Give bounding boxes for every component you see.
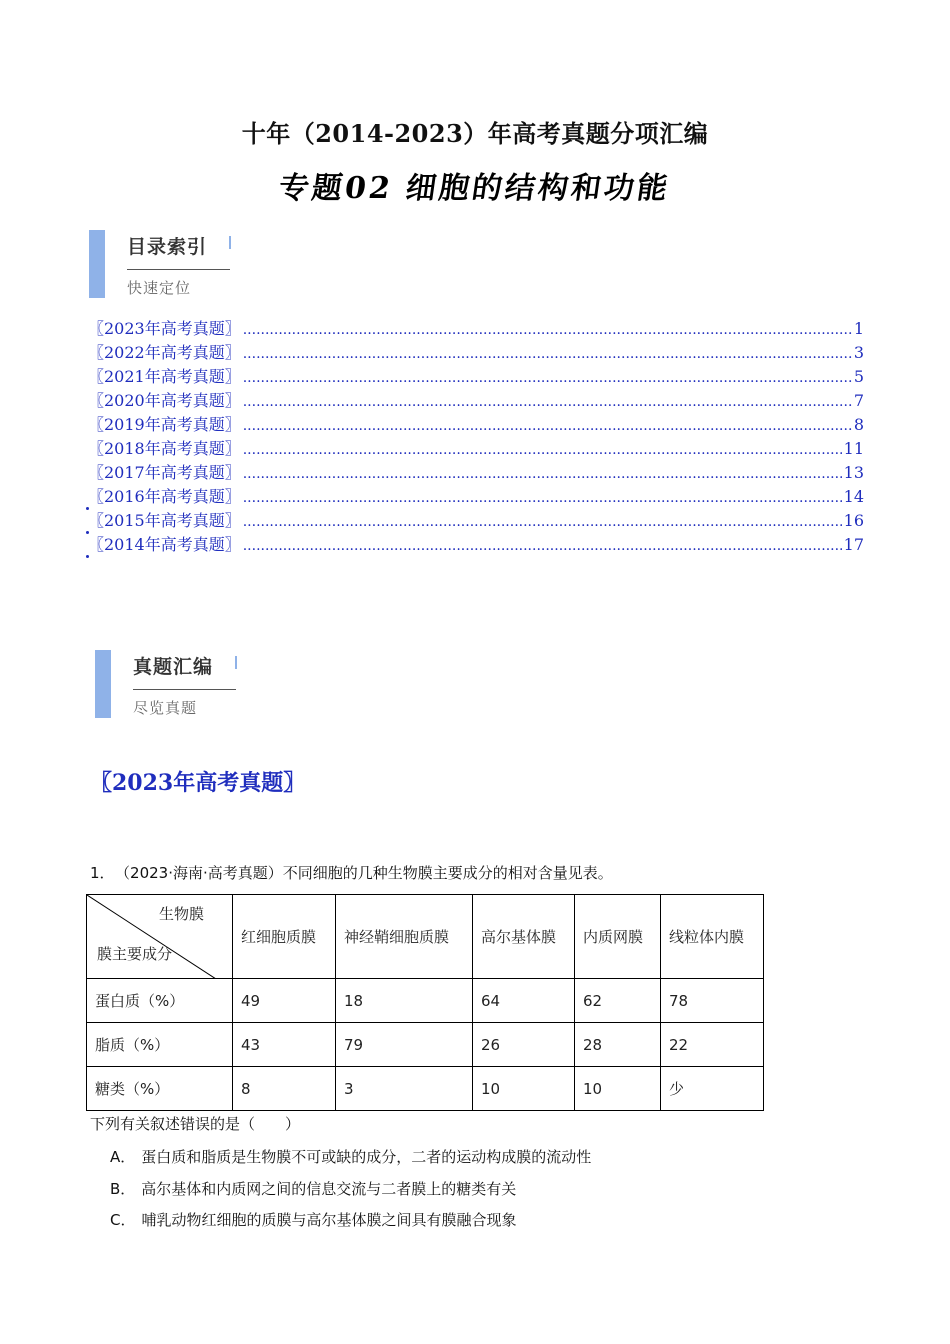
toc-marker: [86, 555, 89, 558]
document-title: 十年（2014-2023）年高考真题分项汇编: [241, 119, 709, 148]
column-header: 内质网膜: [575, 895, 661, 979]
table-row: [87, 1067, 764, 1111]
topic-title: 专题02 细胞的结构和功能: [276, 171, 673, 206]
tag-accent-bar: [95, 650, 111, 718]
membrane-composition-table: [86, 894, 764, 1111]
table-corner-cell: 生物膜 膜主要成分: [87, 895, 233, 979]
toc-entry-2016[interactable]: 〖2016年高考真题〗 ..... 14: [88, 484, 864, 508]
question-stem: [90, 862, 613, 883]
table-row: [87, 1023, 764, 1067]
collection-tag: [95, 650, 255, 722]
table-cell: 78: [661, 979, 764, 1023]
toc-marker: [86, 531, 89, 534]
tag-rule: [127, 269, 230, 270]
tag-tick: [235, 656, 237, 669]
toc-entry-2023[interactable]: 〖2023年高考真题〗 ..... 1: [88, 316, 864, 340]
table-cell: 少: [661, 1067, 764, 1111]
toc-entry-2019[interactable]: 〖2019年高考真题〗 ..... 8: [88, 412, 864, 436]
column-header: 高尔基体膜: [473, 895, 575, 979]
toc-tag-subtitle: 快速定位: [127, 279, 192, 297]
section-heading: 〖2023年高考真题〗: [90, 770, 306, 796]
table-cell: 3: [336, 1067, 473, 1111]
option-c[interactable]: C． 哺乳动物红细胞的质膜与高尔基体膜之间具有膜融合现象: [110, 1211, 517, 1229]
toc-entry-2021[interactable]: 〖2021年高考真题〗 ..... 5: [88, 364, 864, 388]
table-cell: 28: [575, 1023, 661, 1067]
toc-marker: [86, 507, 89, 510]
row-label: 脂质（%）: [87, 1023, 233, 1067]
table-cell: 49: [233, 979, 336, 1023]
question-text: （2023·海南·高考真题）不同细胞的几种生物膜主要成分的相对含量见表。: [122, 864, 613, 882]
tag-tick: [229, 236, 231, 249]
column-header: 线粒体内膜: [661, 895, 764, 979]
option-b[interactable]: B． 高尔基体和内质网之间的信息交流与二者膜上的糖类有关: [110, 1180, 517, 1198]
collection-tag-title: 真题汇编: [133, 656, 214, 678]
table-cell: 18: [336, 979, 473, 1023]
question-number: 1．: [90, 864, 115, 882]
tag-accent-bar: [89, 230, 105, 298]
table-row: [87, 979, 764, 1023]
toc-entry-2022[interactable]: 〖2022年高考真题〗 ..... 3: [88, 340, 864, 364]
table-cell: 10: [473, 1067, 575, 1111]
toc-entry-2015[interactable]: 〖2015年高考真题〗 ..... 16: [88, 508, 864, 532]
toc-entry-2018[interactable]: 〖2018年高考真题〗 ..... 11: [88, 436, 864, 460]
option-a[interactable]: A． 蛋白质和脂质是生物膜不可或缺的成分，二者的运动构成膜的流动性: [110, 1148, 592, 1166]
tag-rule: [133, 689, 236, 690]
table-of-contents: [88, 316, 864, 556]
toc-entry-2020[interactable]: 〖2020年高考真题〗 ..... 7: [88, 388, 864, 412]
column-header: 神经鞘细胞质膜: [336, 895, 473, 979]
table-cell: 62: [575, 979, 661, 1023]
toc-entry-2017[interactable]: 〖2017年高考真题〗 ..... 13: [88, 460, 864, 484]
table-cell: 43: [233, 1023, 336, 1067]
toc-tag: [89, 230, 249, 302]
row-label: 糖类（%）: [87, 1067, 233, 1111]
table-cell: 64: [473, 979, 575, 1023]
table-cell: 8: [233, 1067, 336, 1111]
table-cell: 79: [336, 1023, 473, 1067]
row-label: 蛋白质（%）: [87, 979, 233, 1023]
table-cell: 22: [661, 1023, 764, 1067]
collection-tag-subtitle: 尽览真题: [133, 699, 198, 717]
table-header-row: [87, 895, 764, 979]
toc-tag-title: 目录索引: [127, 236, 208, 258]
question-prompt: 下列有关叙述错误的是（ ）: [90, 1115, 301, 1133]
toc-entry-2014[interactable]: 〖2014年高考真题〗 ..... 17: [88, 532, 864, 556]
table-cell: 10: [575, 1067, 661, 1111]
table-cell: 26: [473, 1023, 575, 1067]
column-header: 红细胞质膜: [233, 895, 336, 979]
